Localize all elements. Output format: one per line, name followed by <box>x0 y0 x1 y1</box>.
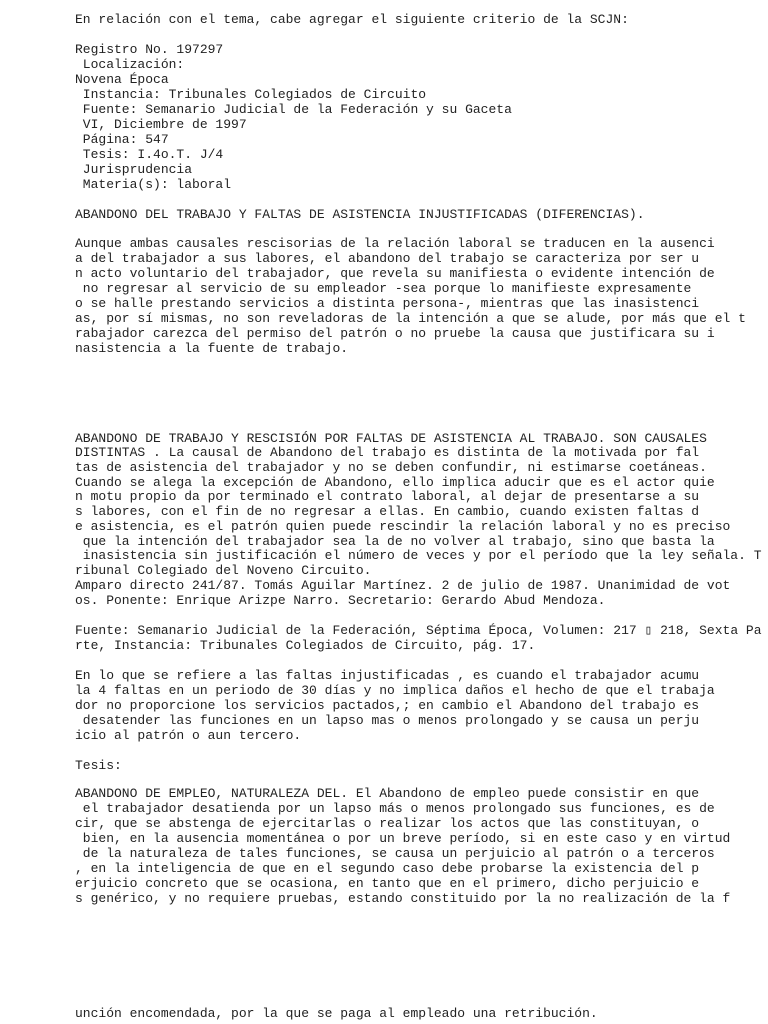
heading-abandono-rescision: ABANDONO DE TRABAJO Y RESCISIÓN POR FALTAS DE ASISTENCIA AL TRABAJO. SON CAUSALES <box>75 431 707 446</box>
tesis-line: Tesis: I.4o.T. J/4 <box>75 147 224 162</box>
paragraph-line: ribunal Colegiado del Noveno Circuito. <box>75 563 372 578</box>
paragraph-line: no regresar al servicio de su empleador -sea porque lo manifieste expresamente <box>75 281 692 296</box>
paragraph-line: n acto voluntario del trabajador, que revela su manifiesta o evidente intención de <box>75 266 715 281</box>
pagina-line: Página: 547 <box>75 132 169 147</box>
paragraph-line: el trabajador desatienda por un lapso más o menos prolongado sus funciones, es de <box>75 801 715 816</box>
fuente-line: Fuente: Semanario Judicial de la Federación y su Gaceta <box>75 102 512 117</box>
fecha-line: VI, Diciembre de 1997 <box>75 117 247 132</box>
paragraph-line: DISTINTAS . La causal de Abandono del trabajo es distinta de la motivada por fal <box>75 445 700 460</box>
paragraph-line: s labores, con el fin de no regresar a ellas. En cambio, cuando existen faltas d <box>75 504 700 519</box>
paragraph-line: Aunque ambas causales rescisorias de la relación laboral se traducen en la ausenci <box>75 236 715 251</box>
paragraph-line: rabajador carezca del permiso del patrón o no pruebe la causa que justificara su i <box>75 326 715 341</box>
heading-abandono-diferencias: ABANDONO DEL TRABAJO Y FALTAS DE ASISTENCIA INJUSTIFICADAS (DIFERENCIAS). <box>75 207 645 222</box>
instancia-line: Instancia: Tribunales Colegiados de Circuito <box>75 87 427 102</box>
heading-abandono-empleo: ABANDONO DE EMPLEO, NATURALEZA DEL. El Abandono de empleo puede consistir en que <box>75 786 700 801</box>
ponente-line: os. Ponente: Enrique Arizpe Narro. Secretario: Gerardo Abud Mendoza. <box>75 593 606 608</box>
registro-line: Registro No. 197297 <box>75 42 224 57</box>
paragraph-line: En lo que se refiere a las faltas injustificadas , es cuando el trabajador acumu <box>75 668 700 683</box>
paragraph-line: desatender las funciones en un lapso mas o menos prolongado y se causa un perju <box>75 713 700 728</box>
paragraph-line: la 4 faltas en un periodo de 30 días y no implica daños el hecho de que el trabaja <box>75 683 715 698</box>
paragraph-line: e asistencia, es el patrón quien puede rescindir la relación laboral y no es preciso <box>75 519 731 534</box>
paragraph-line: icio al patrón o aun tercero. <box>75 728 302 743</box>
paragraph-line: tas de asistencia del trabajador y no se deben confundir, ni estimarse coetáneas. <box>75 460 707 475</box>
document-page <box>75 0 765 1024</box>
paragraph-line: as, por sí mismas, no son reveladoras de la intención a que se alude, por más que el t <box>75 311 746 326</box>
paragraph-line: , en la inteligencia de que en el segundo caso debe probarse la existencia del p <box>75 861 700 876</box>
paragraph-line: s genérico, y no requiere pruebas, estando constituido por la no realización de la f <box>75 891 731 906</box>
paragraph-line: a del trabajador a sus labores, el abandono del trabajo se caracteriza por ser u <box>75 251 700 266</box>
epoca-line: Novena Época <box>75 72 169 87</box>
tesis-label: Tesis: <box>75 758 122 773</box>
paragraph-line: unción encomendada, por la que se paga al empleado una retribución. <box>75 1006 598 1021</box>
paragraph-line: bien, en la ausencia momentánea o por un breve período, si en este caso y en virtud <box>75 831 731 846</box>
paragraph-line: dor no proporcione los servicios pactados,; en cambio el Abandono del trabajo es <box>75 698 700 713</box>
paragraph-line: de la naturaleza de tales funciones, se causa un perjuicio al patrón o a terceros <box>75 846 715 861</box>
paragraph-line: Cuando se alega la excepción de Abandono, ello implica aducir que es el actor quie <box>75 475 715 490</box>
paragraph-line: erjuicio concreto que se ocasiona, en tanto que en el primero, dicho perjuicio e <box>75 876 700 891</box>
amparo-line: Amparo directo 241/87. Tomás Aguilar Martínez. 2 de julio de 1987. Unanimidad de vot <box>75 578 731 593</box>
paragraph-line: inasistencia sin justificación el número de veces y por el período que la ley señala. T <box>75 548 762 563</box>
paragraph-line: cir, que se abstenga de ejercitarlas o realizar los actos que las constituyan, o <box>75 816 700 831</box>
paragraph-line: nasistencia a la fuente de trabajo. <box>75 341 349 356</box>
paragraph-line: o se halle prestando servicios a distinta persona-, mientras que las inasistenci <box>75 296 700 311</box>
fuente-line: rte, Instancia: Tribunales Colegiados de Circuito, pág. 17. <box>75 638 536 653</box>
fuente-line: Fuente: Semanario Judicial de la Federación, Séptima Época, Volumen: 217 ▯ 218, Sexta Pa <box>75 623 762 638</box>
materia-line: Materia(s): laboral <box>75 177 232 192</box>
paragraph-line: que la intención del trabajador sea la de no volver al trabajo, sino que basta la <box>75 534 715 549</box>
paragraph-line: n motu propio da por terminado el contrato laboral, al dejar de presentarse a su <box>75 489 700 504</box>
jurisprudencia-line: Jurisprudencia <box>75 162 193 177</box>
localizacion-line: Localización: <box>75 57 185 72</box>
intro-line: En relación con el tema, cabe agregar el siguiente criterio de la SCJN: <box>75 12 629 27</box>
